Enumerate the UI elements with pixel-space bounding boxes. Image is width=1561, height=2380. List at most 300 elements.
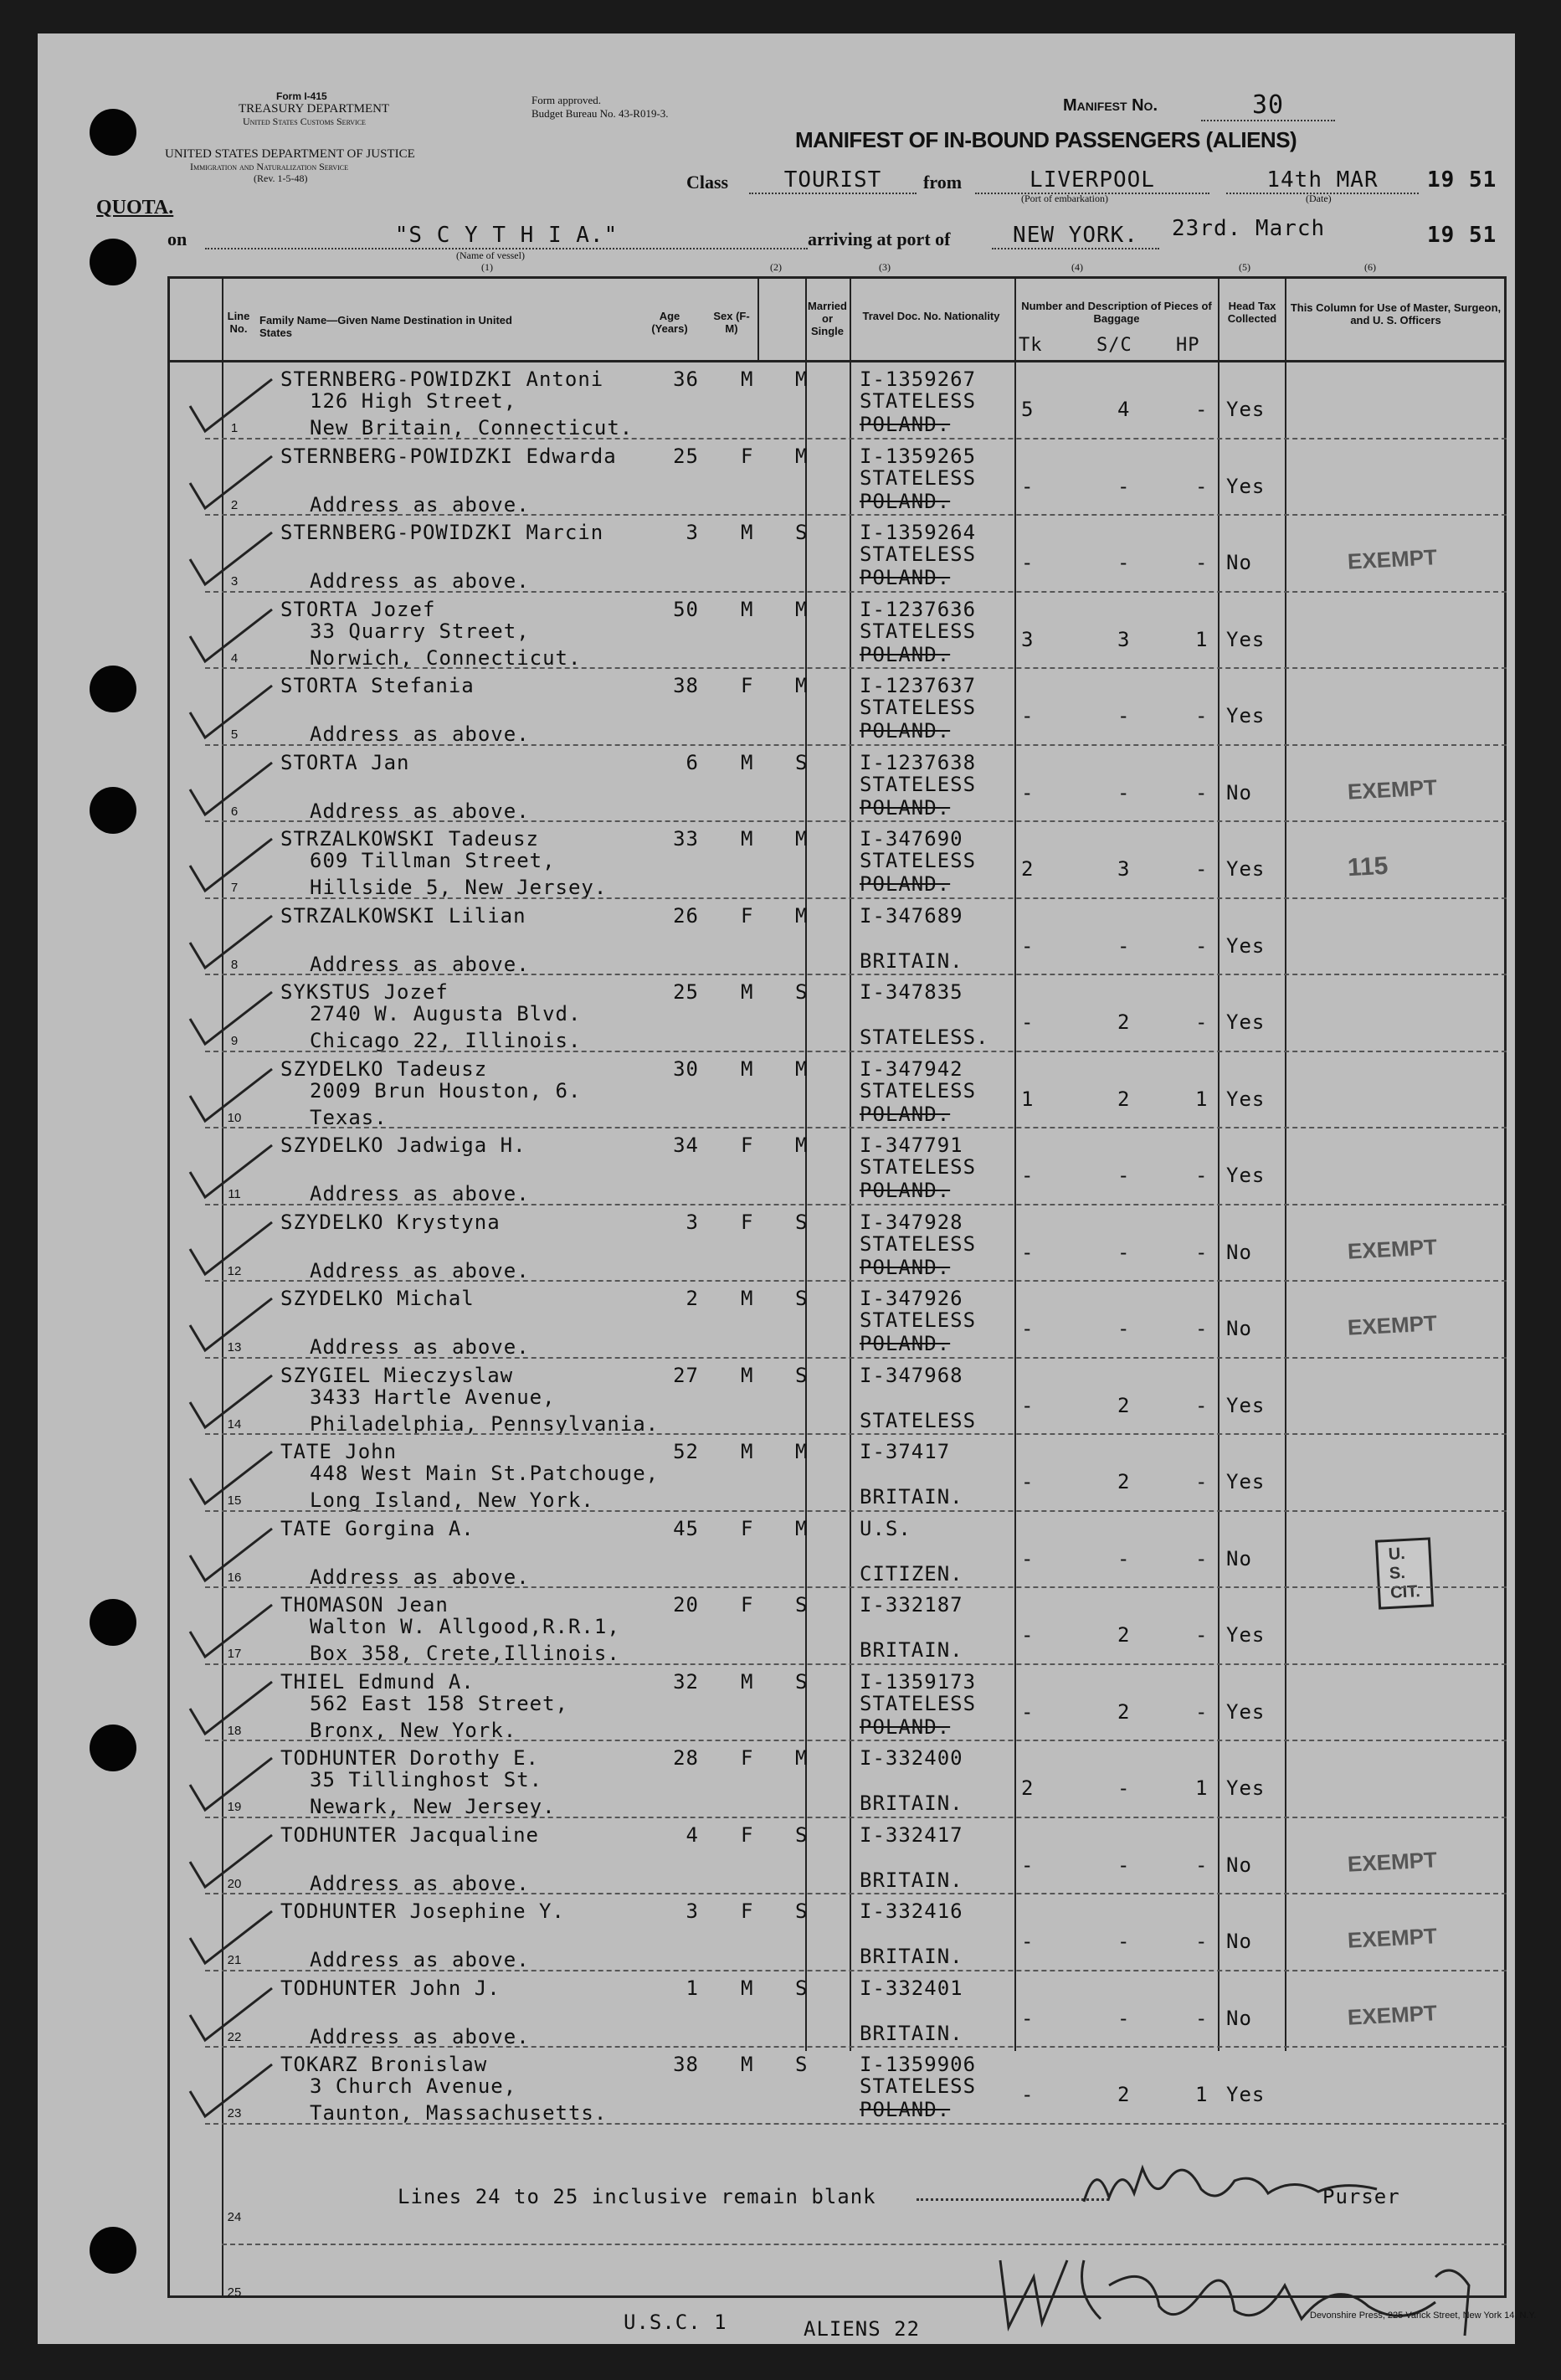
- address-line-2: Newark, New Jersey.: [310, 1795, 556, 1818]
- baggage-sc: -: [1117, 704, 1131, 727]
- nationality-2: BRITAIN.: [860, 948, 963, 973]
- col-header-age: Age (Years): [651, 310, 688, 335]
- travel-doc-number: I-332187: [860, 1593, 963, 1617]
- check-mark-icon: [180, 373, 280, 440]
- nationality-2: POLAND.: [860, 795, 951, 820]
- passenger-name: SZYGIEL Mieczyslaw: [280, 1363, 514, 1387]
- manifest-number: 30: [1201, 90, 1335, 121]
- travel-doc-number: I-347690: [860, 827, 963, 851]
- customs-service: United States Customs Service: [243, 116, 366, 127]
- baggage-hp: -: [1195, 1853, 1209, 1877]
- passenger-sex: F: [741, 903, 754, 928]
- col-number-4: (4): [1071, 261, 1083, 273]
- line-number: 2: [230, 497, 239, 512]
- passenger-age: 3: [686, 1210, 699, 1234]
- col-header-sc: S/C: [1096, 335, 1132, 356]
- manifest-sheet: [38, 33, 1537, 2344]
- passenger-age: 33: [673, 827, 699, 851]
- nationality-2: POLAND.: [860, 719, 951, 743]
- manifest-label: Manifest No.: [1063, 96, 1158, 115]
- address-line-1: 562 East 158 Street,: [310, 1691, 568, 1715]
- line-number: 19: [227, 1800, 242, 1814]
- travel-doc-number: I-332401: [860, 1976, 963, 2000]
- travel-doc-number: I-347968: [860, 1363, 963, 1387]
- baggage-hp: -: [1195, 1240, 1209, 1264]
- baggage-sc: -: [1117, 551, 1131, 574]
- baggage-hp: -: [1195, 1317, 1209, 1340]
- nationality-1: STATELESS: [860, 1231, 977, 1256]
- embarkation-date: 14th MAR: [1226, 167, 1419, 194]
- manifest-title: MANIFEST OF IN-BOUND PASSENGERS (ALIENS): [795, 127, 1297, 152]
- check-mark-icon: [180, 909, 280, 976]
- marital-status: S: [795, 1593, 809, 1617]
- baggage-hp: 1: [1195, 1087, 1209, 1111]
- col-divider: [850, 276, 851, 2051]
- nationality-2: BRITAIN.: [860, 2021, 963, 2045]
- baggage-tk: -: [1021, 1930, 1035, 1953]
- head-tax: Yes: [1226, 704, 1266, 727]
- passenger-name: STERNBERG-POWIDZKI Edwarda: [280, 444, 617, 468]
- head-tax: No: [1226, 1853, 1252, 1877]
- nationality-2: POLAND.: [860, 1714, 951, 1739]
- check-mark-icon: [180, 450, 280, 517]
- nationality-2: POLAND.: [860, 642, 951, 666]
- head-tax: No: [1226, 1317, 1252, 1340]
- head-tax: Yes: [1226, 1470, 1266, 1493]
- baggage-tk: -: [1021, 1546, 1035, 1570]
- check-mark-icon: [180, 1445, 280, 1512]
- address-line-2: Address as above.: [310, 952, 530, 976]
- line-number: 16: [227, 1570, 242, 1585]
- passenger-age: 25: [673, 444, 699, 468]
- address-line-2: Address as above.: [310, 1871, 530, 1895]
- head-tax: Yes: [1226, 933, 1266, 958]
- passenger-sex: M: [741, 521, 754, 544]
- address-line-2: Bronx, New York.: [310, 1718, 517, 1742]
- passenger-name: STERNBERG-POWIDZKI Marcin: [280, 521, 604, 544]
- row-divider: [205, 591, 1507, 594]
- check-mark-icon: [180, 2058, 280, 2125]
- nationality-2: CITIZEN.: [860, 1561, 963, 1586]
- marital-status: S: [795, 2053, 809, 2076]
- line-number: 18: [227, 1723, 242, 1738]
- passenger-age: 30: [673, 1056, 699, 1081]
- passenger-sex: M: [741, 597, 754, 621]
- address-line-1: 126 High Street,: [310, 389, 517, 413]
- check-mark-icon: [180, 1522, 280, 1589]
- line-number: 20: [227, 1876, 242, 1891]
- passenger-age: 25: [673, 980, 699, 1004]
- passenger-age: 3: [686, 1899, 699, 1923]
- marital-status: M: [795, 1056, 809, 1081]
- line-number: 13: [227, 1340, 242, 1354]
- passenger-age: 36: [673, 368, 699, 391]
- row-divider: [205, 1663, 1507, 1666]
- address-line-2: Address as above.: [310, 569, 530, 593]
- nationality-2: BRITAIN.: [860, 1638, 963, 1662]
- passenger-name: SZYDELKO Krystyna: [280, 1210, 501, 1234]
- passenger-name: TATE John: [280, 1440, 398, 1463]
- travel-doc-number: I-1237637: [860, 674, 977, 697]
- col-header-name: Family Name—Given Name Destination in United States: [259, 314, 512, 339]
- baggage-hp: -: [1195, 1470, 1209, 1493]
- marital-status: M: [795, 1516, 809, 1540]
- passenger-age: 34: [673, 1133, 699, 1157]
- address-line-2: Hillside 5, New Jersey.: [310, 876, 608, 899]
- passenger-sex: F: [741, 444, 754, 468]
- passenger-age: 1: [686, 1976, 699, 2000]
- revision-date: (Rev. 1-5-48): [254, 172, 308, 184]
- marital-status: M: [795, 827, 809, 851]
- address-line-1: 2009 Brun Houston, 6.: [310, 1078, 582, 1103]
- row-divider: [205, 1127, 1507, 1129]
- line-number: 21: [227, 1953, 242, 1967]
- baggage-hp: -: [1195, 1930, 1209, 1953]
- travel-doc-number: I-1237636: [860, 597, 977, 621]
- nationality-2: BRITAIN.: [860, 1945, 963, 1968]
- baggage-hp: -: [1195, 780, 1209, 804]
- head-tax: No: [1226, 2006, 1252, 2030]
- travel-doc-number: I-1359906: [860, 2053, 977, 2076]
- marital-status: S: [795, 1363, 809, 1387]
- row-divider: [205, 820, 1507, 823]
- baggage-tk: -: [1021, 704, 1035, 727]
- line-number: 8: [230, 957, 239, 972]
- baggage-tk: 3: [1021, 627, 1035, 651]
- travel-doc-number: I-37417: [860, 1440, 951, 1463]
- travel-doc-number: I-1359265: [860, 444, 977, 468]
- passenger-name: TODHUNTER Dorothy E.: [280, 1746, 539, 1770]
- passenger-age: 32: [673, 1669, 699, 1694]
- nationality-2: STATELESS.: [860, 1026, 989, 1049]
- passenger-sex: F: [741, 1210, 754, 1234]
- address-line-1: 3433 Hartle Avenue,: [310, 1385, 556, 1409]
- baggage-sc: 2: [1117, 1087, 1131, 1111]
- head-tax: Yes: [1226, 1010, 1266, 1034]
- travel-doc-number: I-347791: [860, 1133, 963, 1157]
- row-divider: [205, 1433, 1507, 1436]
- nationality-1: STATELESS: [860, 465, 977, 490]
- address-line-2: Address as above.: [310, 1948, 530, 1971]
- travel-doc-number: I-1359267: [860, 368, 977, 391]
- line-number: 22: [227, 2029, 242, 2044]
- passenger-age: 38: [673, 2053, 699, 2076]
- address-line-1: 448 West Main St.Patchouge,: [310, 1462, 660, 1485]
- passenger-name: THIEL Edmund A.: [280, 1669, 475, 1694]
- passenger-sex: M: [741, 1440, 754, 1463]
- head-tax: No: [1226, 1930, 1252, 1953]
- address-line-1: 3 Church Avenue,: [310, 2074, 517, 2098]
- row-divider: [205, 897, 1507, 900]
- punch-hole: [90, 666, 136, 712]
- line-number: 12: [227, 1263, 242, 1278]
- col-divider: [757, 276, 759, 360]
- line-number: 5: [230, 727, 239, 742]
- head-tax: Yes: [1226, 1087, 1266, 1111]
- baggage-sc: 3: [1117, 857, 1131, 881]
- address-line-2: Philadelphia, Pennsylvania.: [310, 1411, 660, 1436]
- check-mark-icon: [180, 985, 280, 1052]
- nationality-2: POLAND.: [860, 1332, 951, 1355]
- nationality-2: POLAND.: [860, 1255, 951, 1279]
- passenger-name: TODHUNTER John J.: [280, 1976, 501, 2000]
- passenger-age: 2: [686, 1287, 699, 1310]
- punch-hole: [90, 2227, 136, 2274]
- col-number-3: (3): [879, 261, 891, 273]
- passenger-name: TOKARZ Bronislaw: [280, 2053, 488, 2076]
- col-number-5: (5): [1239, 261, 1250, 273]
- line-number: 1: [230, 421, 239, 435]
- head-tax: Yes: [1226, 2083, 1266, 2106]
- col-header-travel-doc: Travel Doc. No. Nationality: [862, 310, 1000, 322]
- col-header-hp: HP: [1176, 335, 1200, 356]
- baggage-tk: 2: [1021, 1776, 1035, 1800]
- address-line-2: Address as above.: [310, 1335, 530, 1359]
- exempt-stamp: EXEMPT: [1347, 1310, 1438, 1340]
- aliens-count: ALIENS 22: [804, 2317, 921, 2341]
- baggage-tk: -: [1021, 1164, 1035, 1187]
- marital-status: M: [795, 597, 809, 621]
- baggage-tk: -: [1021, 1317, 1035, 1340]
- baggage-hp: -: [1195, 933, 1209, 958]
- nationality-1: STATELESS: [860, 696, 977, 719]
- row-divider: [205, 667, 1507, 670]
- baggage-hp: -: [1195, 857, 1209, 881]
- baggage-tk: -: [1021, 933, 1035, 958]
- nationality-2: POLAND.: [860, 1102, 951, 1126]
- nationality-2: BRITAIN.: [860, 1791, 963, 1815]
- from-label: from: [923, 172, 963, 193]
- nationality-1: STATELESS: [860, 542, 977, 566]
- baggage-tk: -: [1021, 1393, 1035, 1417]
- baggage-hp: -: [1195, 398, 1209, 421]
- row-divider: [205, 1051, 1507, 1053]
- nationality-2: POLAND.: [860, 566, 951, 589]
- passenger-age: 26: [673, 903, 699, 928]
- col-number-6: (6): [1364, 261, 1376, 273]
- passenger-sex: M: [741, 750, 754, 774]
- class-value: TOURIST: [749, 167, 917, 194]
- marital-status: S: [795, 1899, 809, 1923]
- marital-status: S: [795, 1822, 809, 1847]
- passenger-sex: M: [741, 1669, 754, 1694]
- row-divider: [205, 1204, 1507, 1206]
- travel-doc-number: I-332416: [860, 1899, 963, 1923]
- col-header-line: Line No.: [227, 310, 250, 335]
- line-number: 6: [230, 804, 239, 819]
- address-line-1: 2740 W. Augusta Blvd.: [310, 1002, 582, 1026]
- budget-number: Budget Bureau No. 43-R019-3.: [531, 107, 669, 120]
- embarkation-year: 19 51: [1427, 167, 1497, 193]
- baggage-sc: -: [1117, 780, 1131, 804]
- baggage-hp: -: [1195, 1699, 1209, 1724]
- nationality-1: STATELESS: [860, 1308, 977, 1332]
- passenger-name: SYKSTUS Jozef: [280, 980, 449, 1004]
- baggage-sc: -: [1117, 1546, 1131, 1570]
- travel-doc-number: I-347689: [860, 903, 963, 928]
- exempt-stamp: EXEMPT: [1347, 1999, 1438, 2030]
- baggage-sc: 4: [1117, 398, 1131, 421]
- line-number: 17: [227, 1647, 242, 1661]
- head-tax: No: [1226, 551, 1252, 574]
- check-mark-icon: [180, 1905, 280, 1971]
- col-divider: [1014, 276, 1016, 2051]
- row-divider: [205, 1970, 1507, 1972]
- address-line-2: Chicago 22, Illinois.: [310, 1029, 582, 1052]
- check-mark-icon: [180, 1062, 280, 1129]
- head-tax: No: [1226, 780, 1252, 804]
- passenger-name: THOMASON Jean: [280, 1593, 449, 1617]
- nationality-1: STATELESS: [860, 619, 977, 643]
- baggage-hp: -: [1195, 1164, 1209, 1187]
- travel-doc-number: I-347926: [860, 1287, 963, 1310]
- col-header-married: Married or Single: [808, 300, 847, 337]
- row-divider: [205, 438, 1507, 440]
- col-header-sex: Sex (F-M): [713, 310, 750, 335]
- punch-hole: [90, 239, 136, 285]
- line-number: 11: [228, 1187, 241, 1201]
- passenger-sex: M: [741, 2053, 754, 2076]
- nationality-1: STATELESS: [860, 772, 977, 796]
- line-number: 10: [227, 1110, 242, 1125]
- nationality-1: STATELESS: [860, 2074, 977, 2098]
- nationality-2: BRITAIN.: [860, 1868, 963, 1892]
- passenger-age: 38: [673, 674, 699, 697]
- line-number: 23: [227, 2106, 242, 2120]
- nationality-2: BRITAIN.: [860, 1485, 963, 1509]
- baggage-sc: -: [1117, 474, 1131, 498]
- row-divider: [205, 1586, 1507, 1589]
- vessel-name: "S C Y T H I A.": [205, 223, 808, 249]
- baggage-sc: -: [1117, 933, 1131, 958]
- passenger-sex: M: [741, 1287, 754, 1310]
- col-number-2: (2): [770, 261, 782, 273]
- exempt-stamp: EXEMPT: [1347, 544, 1438, 574]
- baggage-tk: -: [1021, 1623, 1035, 1647]
- head-tax: Yes: [1226, 627, 1266, 651]
- line-number: 3: [230, 574, 239, 589]
- passenger-age: 45: [673, 1516, 699, 1540]
- passenger-sex: M: [741, 368, 754, 391]
- marital-status: S: [795, 980, 809, 1004]
- justice-dept: UNITED STATES DEPARTMENT OF JUSTICE: [165, 147, 415, 161]
- baggage-tk: -: [1021, 1240, 1035, 1264]
- punch-hole: [90, 1725, 136, 1771]
- baggage-hp: -: [1195, 1546, 1209, 1570]
- travel-doc-number: I-347835: [860, 980, 963, 1004]
- nationality-1: STATELESS: [860, 1078, 977, 1103]
- line-number: 15: [227, 1493, 242, 1508]
- on-label: on: [167, 229, 187, 249]
- address-line-2: Address as above.: [310, 1258, 530, 1283]
- baggage-tk: -: [1021, 1010, 1035, 1034]
- baggage-sc: -: [1117, 1853, 1131, 1877]
- passenger-name: STERNBERG-POWIDZKI Antoni: [280, 368, 604, 391]
- travel-doc-number: I-1359173: [860, 1669, 977, 1694]
- head-tax: Yes: [1226, 398, 1266, 421]
- head-tax: Yes: [1226, 1623, 1266, 1647]
- baggage-tk: -: [1021, 780, 1035, 804]
- row-divider: [205, 1357, 1507, 1360]
- baggage-hp: -: [1195, 474, 1209, 498]
- address-line-2: Box 358, Crete,Illinois.: [310, 1642, 620, 1665]
- marital-status: M: [795, 674, 809, 697]
- quota-label: QUOTA.: [96, 197, 174, 218]
- purser-label: Purser: [1322, 2185, 1400, 2208]
- inspector-signature: [983, 2227, 1519, 2344]
- address-line-2: New Britain, Connecticut.: [310, 416, 634, 440]
- baggage-hp: -: [1195, 1623, 1209, 1647]
- baggage-sc: -: [1117, 1240, 1131, 1264]
- passenger-age: 27: [673, 1363, 699, 1387]
- baggage-tk: -: [1021, 1853, 1035, 1877]
- passenger-sex: M: [741, 827, 754, 851]
- passenger-sex: F: [741, 1746, 754, 1770]
- check-mark-icon: [180, 1139, 280, 1205]
- date-caption: (Date): [1306, 193, 1332, 204]
- us-citizen-stamp: U. S. CIT.: [1375, 1537, 1434, 1609]
- exempt-stamp: EXEMPT: [1347, 774, 1438, 804]
- check-mark-icon: [180, 1369, 280, 1436]
- travel-doc-number: U.S.: [860, 1516, 911, 1540]
- punch-hole: [90, 787, 136, 834]
- address-line-2: Taunton, Massachusetts.: [310, 2101, 608, 2125]
- passenger-age: 3: [686, 521, 699, 544]
- exempt-stamp: EXEMPT: [1347, 1923, 1438, 1953]
- line-number: 9: [230, 1034, 239, 1048]
- marital-status: S: [795, 1669, 809, 1694]
- row-divider: [205, 514, 1507, 517]
- col-number-1: (1): [481, 261, 493, 273]
- baggage-hp: -: [1195, 2006, 1209, 2030]
- passenger-name: TATE Gorgina A.: [280, 1516, 475, 1540]
- class-label: Class: [686, 172, 729, 193]
- travel-doc-number: I-1237638: [860, 750, 977, 774]
- passenger-sex: F: [741, 1899, 754, 1923]
- address-line-2: Long Island, New York.: [310, 1488, 594, 1512]
- line-number-24: 24: [227, 2210, 242, 2224]
- row-divider: [205, 1280, 1507, 1283]
- check-mark-icon: [180, 756, 280, 823]
- passenger-age: 6: [686, 750, 699, 774]
- baggage-hp: -: [1195, 551, 1209, 574]
- marital-status: M: [795, 1440, 809, 1463]
- nationality-1: STATELESS: [860, 1691, 977, 1715]
- marital-status: S: [795, 750, 809, 774]
- passenger-name: TODHUNTER Josephine Y.: [280, 1899, 565, 1923]
- blank-lines-note: Lines 24 to 25 inclusive remain blank: [398, 2185, 876, 2208]
- nationality-2: POLAND.: [860, 872, 951, 896]
- baggage-tk: -: [1021, 2006, 1035, 2030]
- punch-hole: [90, 109, 136, 156]
- arrival-date: 23rd. March: [1172, 216, 1326, 241]
- baggage-tk: 1: [1021, 1087, 1035, 1111]
- baggage-tk: -: [1021, 551, 1035, 574]
- baggage-sc: -: [1117, 1164, 1131, 1187]
- address-line-1: Walton W. Allgood,R.R.1,: [310, 1615, 620, 1638]
- address-line-2: Address as above.: [310, 799, 530, 823]
- baggage-sc: 3: [1117, 627, 1131, 651]
- baggage-sc: -: [1117, 2006, 1131, 2030]
- row-divider: [205, 1510, 1507, 1513]
- baggage-tk: 2: [1021, 857, 1035, 881]
- check-mark-icon: [180, 1982, 280, 2048]
- baggage-hp: 1: [1195, 627, 1209, 651]
- head-tax: Yes: [1226, 474, 1266, 498]
- row-divider: [205, 974, 1507, 976]
- row-divider: [205, 2123, 1507, 2126]
- arrival-year: 19 51: [1427, 223, 1497, 248]
